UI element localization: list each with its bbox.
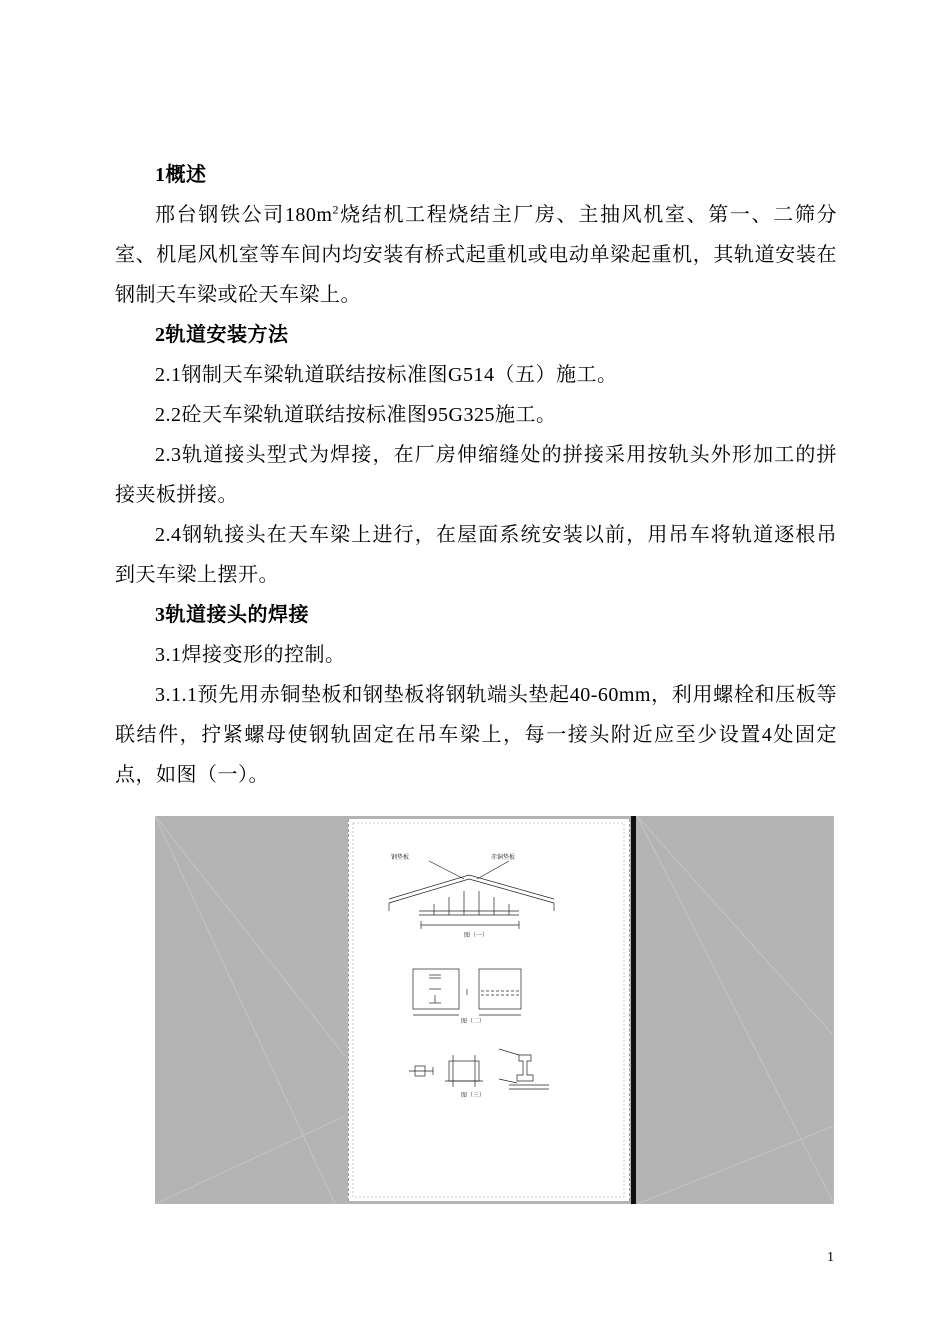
drawing-page [348,819,630,1201]
paragraph-2-2: 2.2砼天车梁轨道联结按标准图95G325施工。 [155,404,557,426]
figure-2-caption: 图（二） [461,1018,486,1025]
document-body [115,155,837,795]
paragraph-2-4: 2.4钢轨接头在天车梁上进行，在屋面系统安装以前，用吊车将轨道逐根吊到天车梁上摆开。 [115,524,837,586]
section-heading-1: 1概述 [155,164,207,186]
paragraph-2-3: 2.3轨道接头型式为焊接，在厂房伸缩缝处的拼接采用按轨头外形加工的拼接夹板拼接。 [115,444,837,506]
drawing-figure-3 [409,1049,549,1089]
technical-drawings [349,819,629,1201]
overview-text-a: 邢台钢铁公司180m [155,204,333,226]
drawing-figure-1 [389,861,554,929]
figure-1-caption: 图（一） [464,932,489,939]
section-heading-3: 3轨道接头的焊接 [155,604,309,626]
figure-1-label-right: 赤铜垫板 [491,854,516,861]
paragraph-3-1-1: 3.1.1预先用赤铜垫板和钢垫板将钢轨端头垫起40-60mm，利用螺栓和压板等联结件，拧紧螺母使钢轨固定在吊车梁上，每一接头附近应至少设置4处固定点，如图（一）。 [115,684,837,786]
frame-divider [631,816,636,1204]
paragraph-overview [115,195,837,315]
superscript: 2 [332,202,339,217]
figure-1-label-left: 钢垫板 [391,854,410,861]
paragraph-3-1: 3.1焊接变形的控制。 [155,644,346,666]
overview-text-b: 烧结机工程烧结主厂房、主抽风机室、第一、二筛分室、机尾风机室等车间内均安装有桥式起重机或电动单梁起重机，其轨道安装在钢制天车梁或砼天车梁上。 [115,204,838,306]
embedded-figure [155,816,834,1204]
section-heading-2: 2轨道安装方法 [155,324,289,346]
figure-3-caption: 图（三） [461,1092,486,1099]
drawing-figure-2 [413,969,521,1015]
page-number: 1 [827,1250,834,1265]
paragraph-2-1: 2.1钢制天车梁轨道联结按标准图G514（五）施工。 [155,364,618,386]
